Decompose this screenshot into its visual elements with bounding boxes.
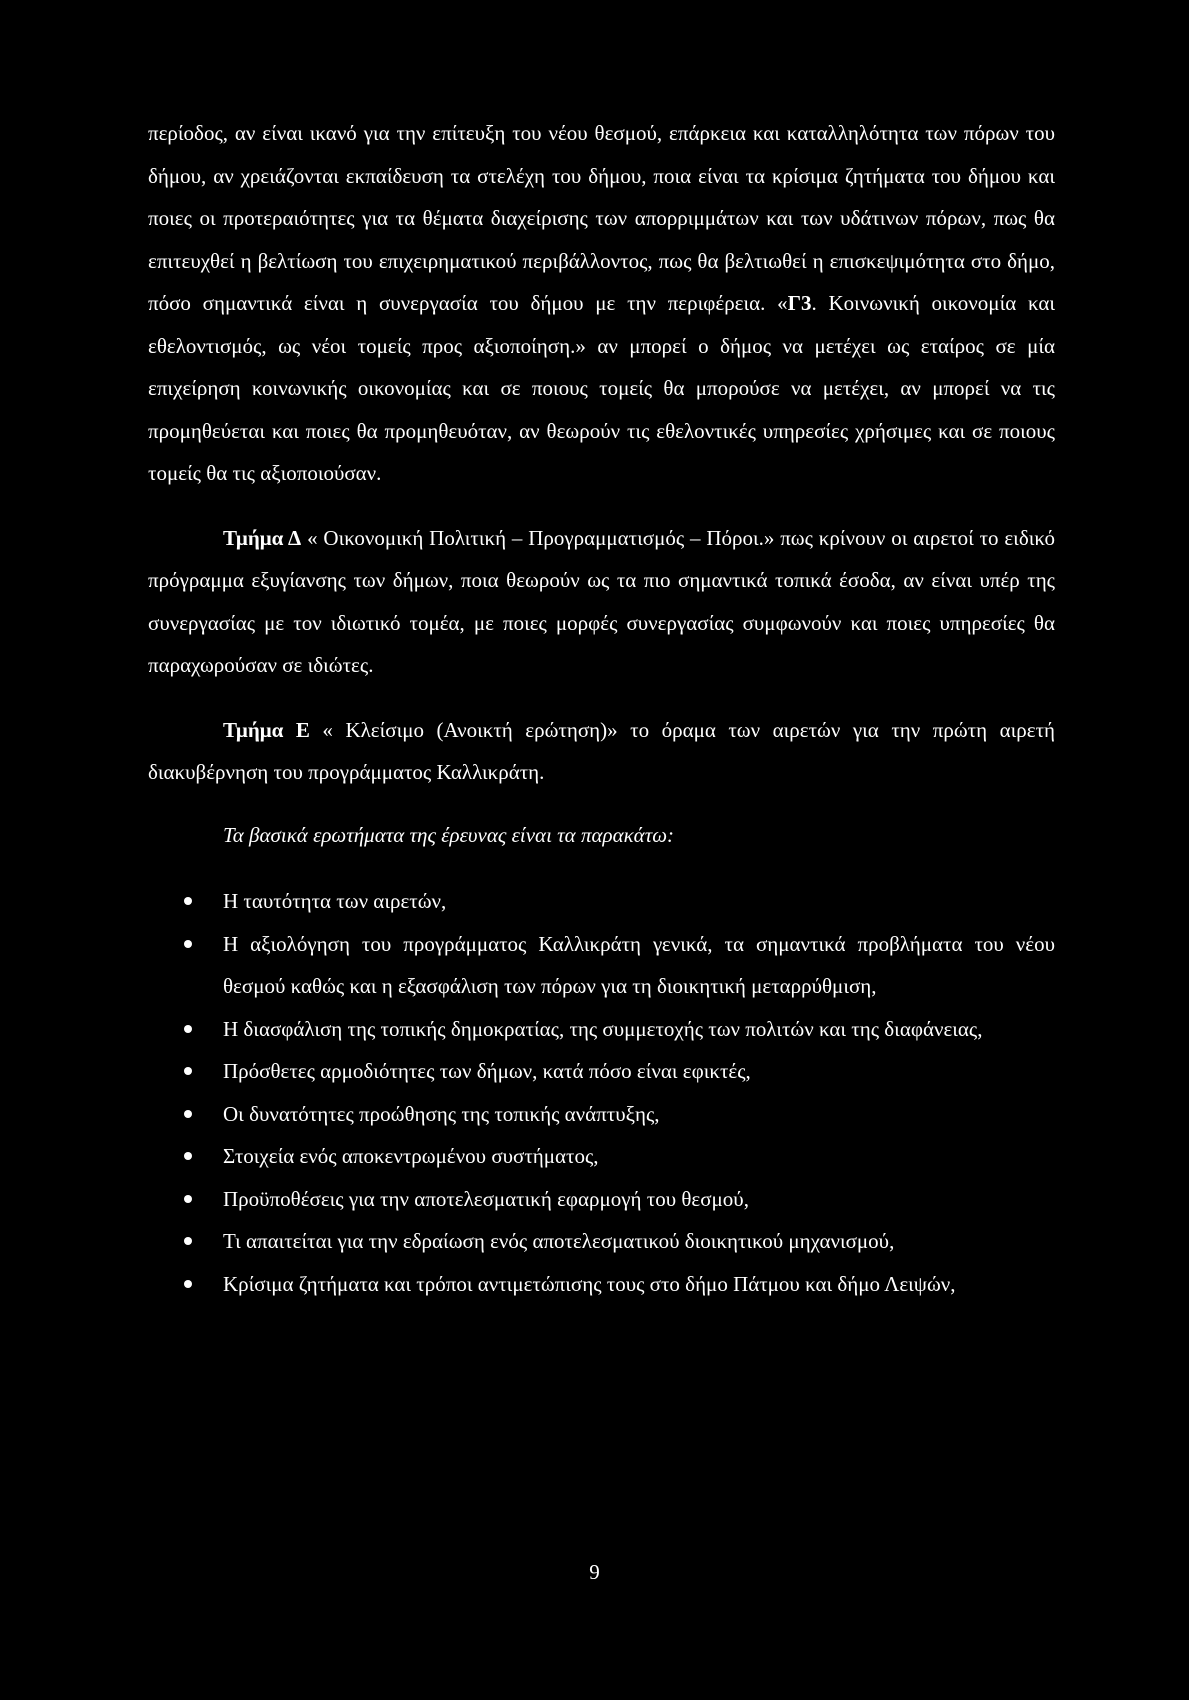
list-item [148, 1220, 1055, 1263]
bullet-icon [184, 1067, 192, 1075]
list-item [148, 1135, 1055, 1178]
questions-heading: Τα βασικά ερωτήματα της έρευνας είναι τα παρακάτω: [223, 822, 675, 847]
bullet-icon [184, 1195, 192, 1203]
paragraph-section-g [148, 112, 1055, 495]
list-item-text: Προϋποθέσεις για την αποτελεσματική εφαρμογή του θεσμού, [223, 1186, 749, 1211]
bullet-icon [184, 1280, 192, 1288]
list-item [148, 1178, 1055, 1221]
section-label-e: Τμήμα Ε [223, 717, 310, 742]
bullet-icon [184, 1110, 192, 1118]
list-item-text: Κρίσιμα ζητήματα και τρόποι αντιμετώπισης τους στο δήμο Πάτμου και δήμο Λειψών, [223, 1271, 956, 1296]
list-item [148, 1263, 1055, 1306]
list-item-text: Στοιχεία ενός αποκεντρωμένου συστήματος, [223, 1144, 599, 1168]
list-item [148, 1008, 1055, 1051]
list-item-text: Πρόσθετες αρμοδιότητες των δήμων, κατά πόσο είναι εφικτές, [223, 1059, 751, 1083]
bullet-icon [184, 897, 192, 905]
bullet-icon [184, 1152, 192, 1160]
list-item [148, 1093, 1055, 1136]
list-item-text: Η αξιολόγηση του προγράμματος Καλλικράτη γενικά, τα σημαντικά προβλήματα του νέου θεσμού καθώς και η εξασφάλιση των πόρων για τη διοικητική μεταρρύθμιση, [223, 931, 1055, 998]
section-label-d: Τμήμα Δ [223, 525, 302, 550]
list-item [148, 923, 1055, 1008]
page-body [148, 112, 1055, 1305]
bullet-icon [184, 940, 192, 948]
list-item-text: Τι απαιτείται για την εδραίωση ενός αποτελεσματικού διοικητικού μηχανισμού, [223, 1229, 895, 1253]
page-number: 9 [589, 1560, 600, 1584]
list-item-text: Οι δυνατότητες προώθησης της τοπικής ανάπτυξης, [223, 1101, 660, 1126]
list-item [148, 1050, 1055, 1093]
paragraph-section-e [148, 709, 1055, 794]
paragraph-text: περίοδος, αν είναι ικανό για την επίτευξη του νέου θεσμού, επάρκεια και καταλληλότητα των πόρων του δήμου, αν χρειάζονται εκπαίδευση τα στελέχη του δήμου, ποια είναι τα κρίσιμα ζητήματα του δήμου και ποιες οι προτεραιότητες για τα θέματα διαχείρισης των απορριμμάτων και των υδάτινων πόρων, πως θα επιτευχθεί η βελτίωση του επιχειρηματικού περιβάλλοντος, πως θα βελτιωθεί η επισκεψιμότητα στο δήμο, πόσο σημαντικά είναι η συνεργασία του δήμου με την περιφέρεια. « [148, 121, 1055, 315]
list-item [148, 880, 1055, 923]
paragraph-text: « Κλείσιμο (Ανοικτή ερώτηση)» το όραμα των αιρετών για την πρώτη αιρετή διακυβέρνηση του προγράμματος Καλλικράτη. [148, 717, 1055, 784]
paragraph-text: « Οικονομική Πολιτική – Προγραμματισμός – Πόροι.» πως κρίνουν οι αιρετοί το ειδικό πρόγραμμα εξυγίανσης των δήμων, ποια θεωρούν ως τα πιο σημαντικά τοπικά έσοδα, αν είναι υπέρ της συνεργασίας με τον ιδιωτικό τομέα, με ποιες μορφές συνεργασίας συμφωνούν και ποιες υπηρεσίες θα παραχωρούσαν σε ιδιώτες. [148, 525, 1056, 677]
paragraph-section-d [148, 517, 1055, 687]
questions-list [148, 880, 1055, 1305]
list-item-text: Η ταυτότητα των αιρετών, [223, 889, 447, 913]
section-label-g3: Γ3 [787, 291, 812, 315]
bullet-icon [184, 1025, 192, 1033]
list-item-text: Η διασφάλιση της τοπικής δημοκρατίας, της συμμετοχής των πολιτών και της διαφάνειας, [223, 1016, 983, 1041]
paragraph-text: . Κοινωνική οικονομία και εθελοντισμός, ως νέοι τομείς προς αξιοποίηση.» αν μπορεί ο δήμος να μετέχει ως εταίρος σε μία επιχείρηση κοινωνικής οικονομίας και σε ποιους τομείς θα μπορούσε να μετέχει, αν μπορεί να τις προμηθεύεται και ποιες θα προμηθευόταν, αν θεωρούν τις εθελοντικές υπηρεσίες χρήσιμες και σε ποιους τομείς θα τις αξιοποιούσαν. [148, 291, 1055, 485]
bullet-icon [184, 1237, 192, 1245]
